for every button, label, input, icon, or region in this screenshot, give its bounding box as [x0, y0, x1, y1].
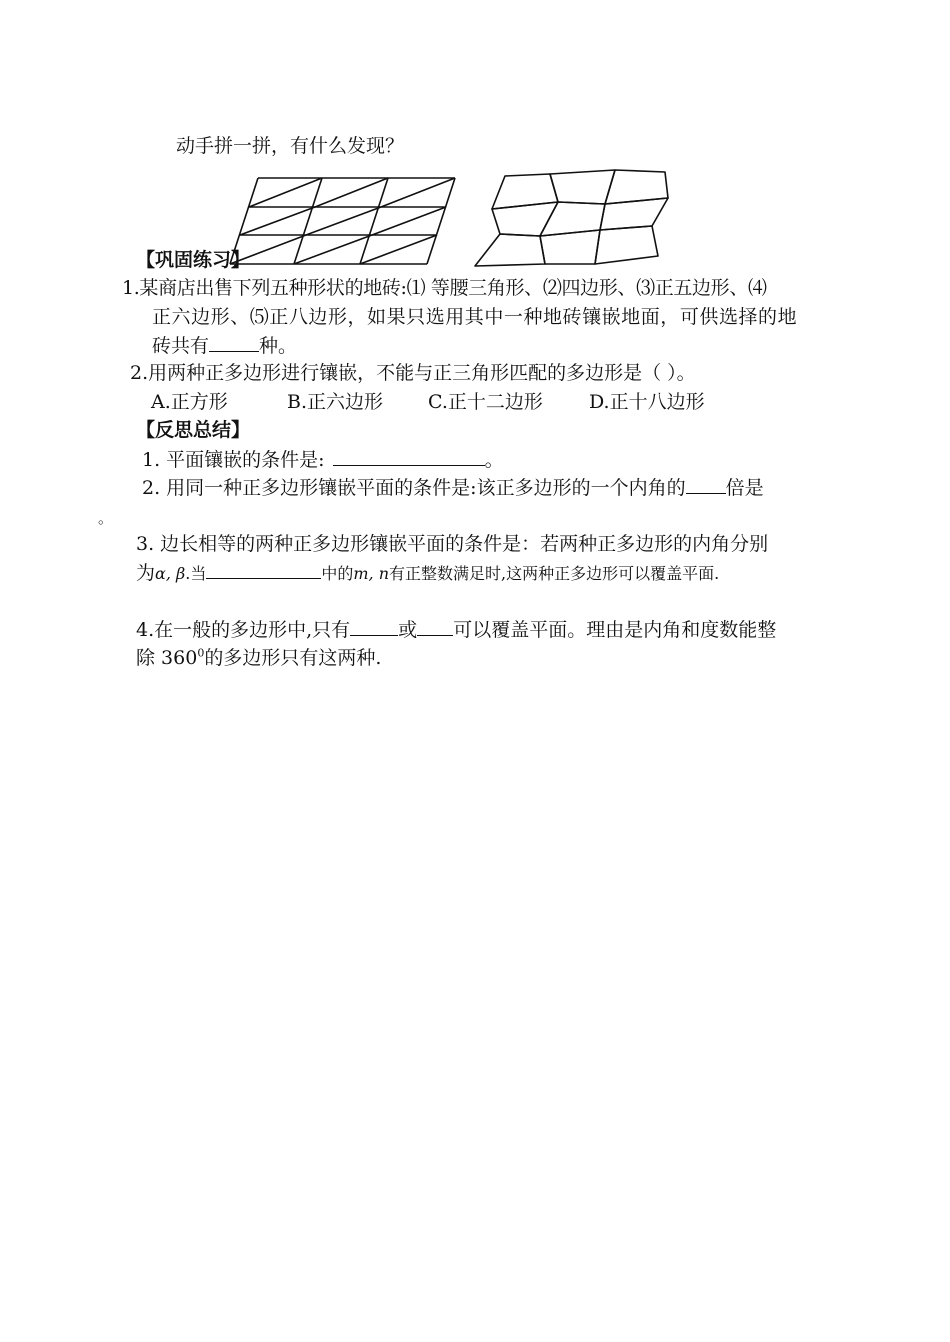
s3-post: 有正整数满足时,这两种正多边形可以覆盖平面.: [389, 564, 720, 583]
summary-item-1: [142, 447, 504, 472]
s2-tail: 。: [98, 509, 114, 527]
s2-answer-blank[interactable]: [686, 475, 726, 494]
s2-post: 倍是: [725, 477, 764, 499]
q1-line3-post: 种。: [259, 335, 298, 357]
s4-answer-blank-2[interactable]: [417, 617, 453, 636]
q2-option-d[interactable]: D.正十八边形: [589, 391, 705, 413]
s3-answer-blank[interactable]: [206, 560, 321, 579]
summary-item-2: [142, 475, 764, 500]
s4-post: 可以覆盖平面。理由是内角和度数能整: [453, 619, 777, 641]
s1-pre: 1. 平面镶嵌的条件是:: [142, 449, 325, 471]
degree-superscript: 0: [197, 646, 205, 660]
s2-pre: 2. 用同一种正多边形镶嵌平面的条件是:该正多边形的一个内角的: [142, 477, 686, 499]
q2-option-c[interactable]: C.正十二边形: [428, 391, 543, 413]
s4-pre: 4.在一般的多边形中,只有: [136, 619, 351, 641]
s4-mid: 或: [398, 619, 418, 641]
s1-answer-blank[interactable]: [333, 447, 485, 466]
summary-item-3-line1: 3. 边长相等的两种正多边形镶嵌平面的条件是：若两种正多边形的内角分别: [136, 533, 769, 555]
s4-answer-blank-1[interactable]: [350, 617, 398, 636]
q1-line2: 正六边形、⑸正八边形，如果只选用其中一种地砖镶嵌地面，可供选择的地: [152, 306, 798, 328]
triangle-tessellation-figure: [220, 172, 460, 272]
intro-prompt: 动手拼一拼，有什么发现？: [176, 135, 405, 157]
q1-line3-pre: 砖共有: [152, 335, 210, 357]
s3-pre: 为: [136, 562, 156, 584]
q2-stem: 2.用两种正多边形进行镶嵌，不能与正三角形匹配的多边形是（ ）。: [130, 362, 696, 384]
s3-after: 中的: [321, 564, 354, 583]
quadrilateral-tessellation-figure: [470, 164, 670, 269]
q1-line3: [152, 333, 297, 358]
q1-answer-blank[interactable]: [209, 333, 259, 352]
q2-option-b[interactable]: B.正六边形: [287, 391, 384, 413]
summary-item-3-line2: [136, 560, 719, 586]
summary-heading: 【反思总结】: [136, 419, 251, 441]
q2-option-a[interactable]: A.正方形: [151, 391, 228, 413]
summary-item-4-line2: [136, 646, 381, 670]
s3-mid: .当: [185, 564, 207, 583]
s4-line2-post: 的多边形只有这两种.: [204, 647, 382, 669]
s3-mn: m, n: [353, 564, 390, 583]
q1-line1: 1.某商店出售下列五种形状的地砖:⑴ 等腰三角形、⑵四边形、⑶正五边形、⑷: [122, 277, 767, 299]
s3-greek: α, β: [155, 564, 186, 583]
practice-heading: 【巩固练习】: [136, 249, 251, 271]
s1-post: 。: [484, 449, 504, 471]
s4-line2-pre: 除 360: [136, 647, 198, 669]
summary-item-4-line1: [136, 617, 776, 642]
